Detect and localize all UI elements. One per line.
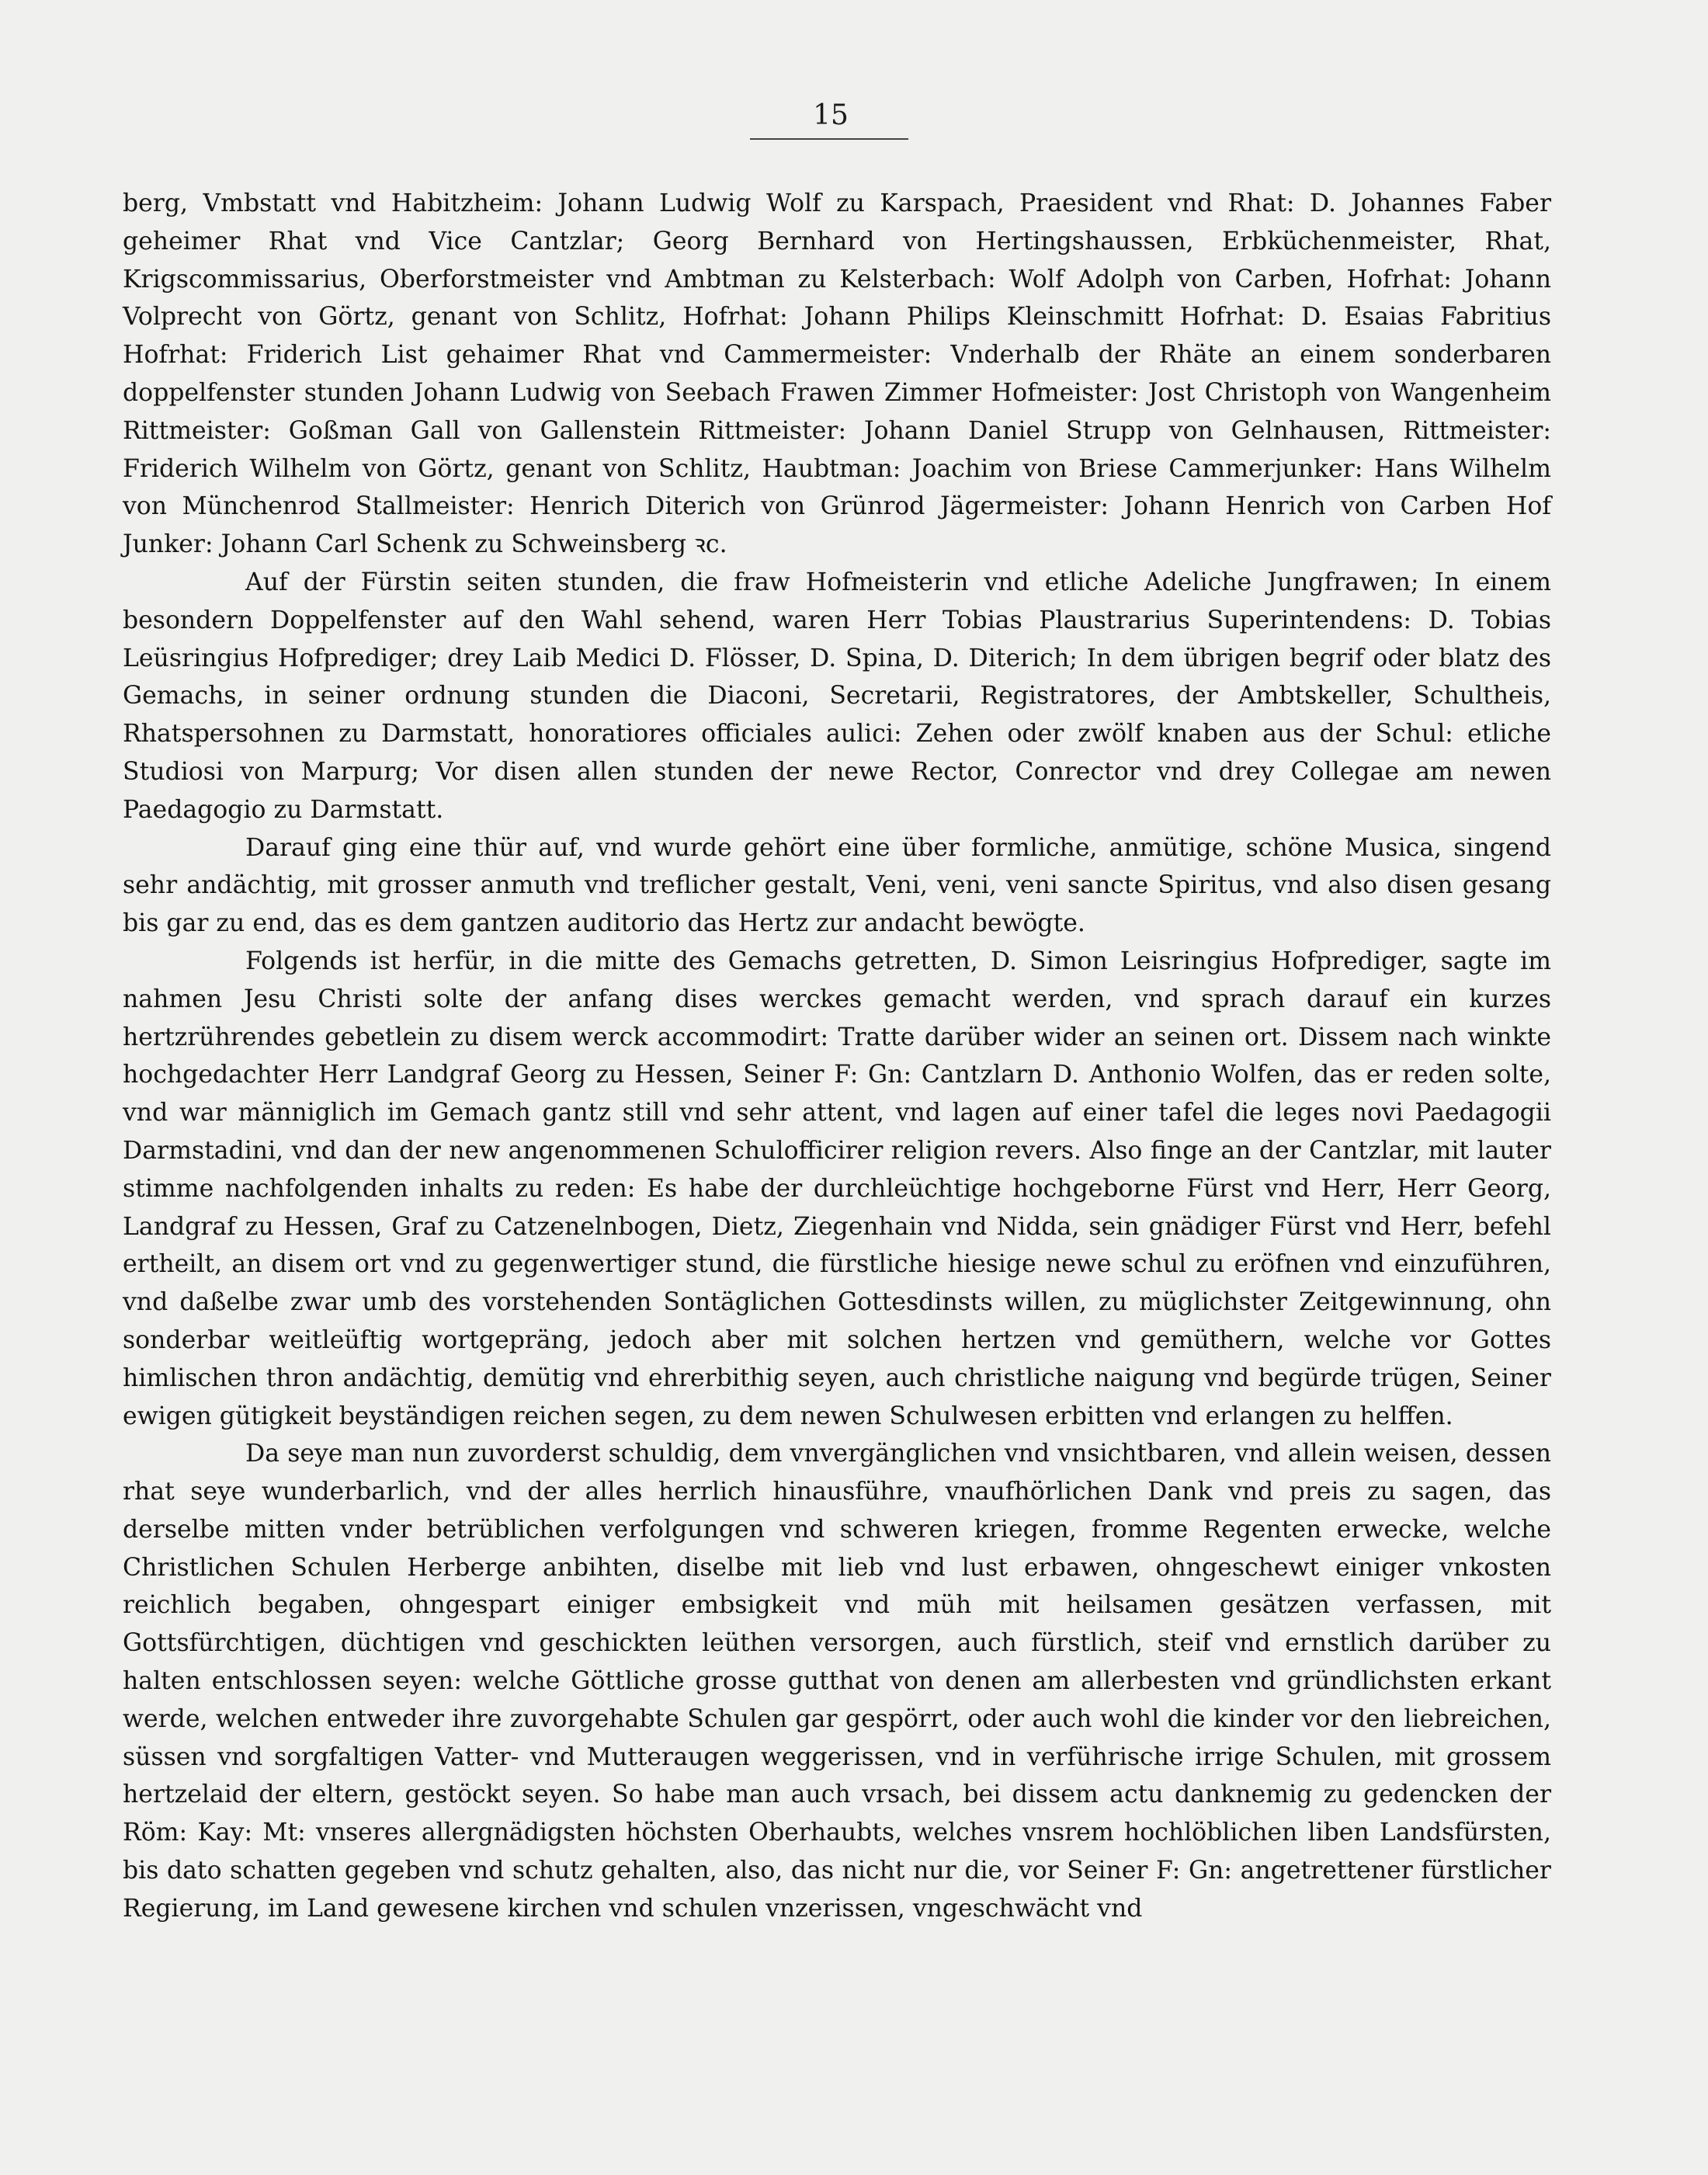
body-text: [123, 185, 1551, 1928]
paragraph: Darauf ging eine thür auf, vnd wurde gehört eine über formliche, anmütige, schöne Musica, singend sehr andächtig, mit grosser anmuth vnd treflicher gestalt, Veni, veni, veni sancte Spiritus, vnd also disen gesang bis gar zu end, das es dem gantzen auditorio das Hertz zur andacht bewögte.: [123, 833, 1551, 938]
header-rule: [750, 138, 908, 140]
paragraph: Auf der Fürstin seiten stunden, die fraw Hofmeisterin vnd etliche Adeliche Jungfrawen; In einem besondern Doppelfenster auf den Wahl sehend, waren Herr Tobias Plaustrarius Superintendens: D. Tobias Leüsringius Hofprediger; drey Laib Medici D. Flösser, D. Spina, D. Diterich; In dem übrigen begrif oder blatz des Gemachs, in seiner ordnung stunden die Diaconi, Secretarii, Registratores, der Ambtskeller, Schultheis, Rhatspersohnen zu Darmstatt, honoratiores officiales aulici: Zehen oder zwölf knaben aus der Schul: etliche Studiosi von Marpurg; Vor disen allen stunden der newe Rector, Conrector vnd drey Collegae am newen Paedagogio zu Darmstatt.: [123, 568, 1551, 824]
page-number: 15: [813, 99, 849, 131]
paragraph: berg, Vmbstatt vnd Habitzheim: Johann Ludwig Wolf zu Karspach, Praesident vnd Rhat: D. Johannes Faber geheimer Rhat vnd Vice Cantzlar; Georg Bernhard von Hertingshaussen, Erbküchenmeister, Rhat, Krigscommissarius, Oberforstmeister vnd Ambtman zu Kelsterbach: Wolf Adolph von Carben, Hofrhat: Johann Volprecht von Görtz, genant von Schlitz, Hofrhat: Johann Philips Kleinschmitt Hofrhat: D. Esaias Fabritius Hofrhat: Friderich List gehaimer Rhat vnd Cammermeister: Vnderhalb der Rhäte an einem sonderbaren doppelfenster stunden Johann Ludwig von Seebach Frawen Zimmer Hofmeister: Jost Christoph von Wangenheim Rittmeister: Goßman Gall von Gallenstein Rittmeister: Johann Daniel Strupp von Gelnhausen, Rittmeister: Friderich Wilhelm von Görtz, genant von Schlitz, Haubtman: Joachim von Briese Cammerjunker: Hans Wilhelm von Münchenrod Stallmeister: Henrich Diterich von Grünrod Jägermeister: Johann Henrich von Carben Hof Junker: Johann Carl Schenk zu Schweinsberg ꝛc.: [123, 189, 1551, 559]
paragraph: Da seye man nun zuvorderst schuldig, dem vnvergänglichen vnd vnsichtbaren, vnd allein weisen, dessen rhat seye wunderbarlich, vnd der alles herrlich hinausführe, vnaufhörlichen Dank vnd preis zu sagen, das derselbe mitten vnder betrüblichen verfolgungen vnd schweren kriegen, fromme Regenten erwecke, welche Christlichen Schulen Herberge anbihten, diselbe mit lieb vnd lust erbawen, ohngeschewt einiger vnkosten reichlich begaben, ohngespart einiger embsigkeit vnd müh mit heilsamen gesätzen verfassen, mit Gottsfürchtigen, düchtigen vnd geschickten leüthen versorgen, auch fürstlich, steif vnd ernstlich darüber zu halten entschlossen seyen: welche Göttliche grosse gutthat von denen am allerbesten vnd gründlichsten erkant werde, welchen entweder ihre zuvorgehabte Schulen gar gespörrt, oder auch wohl die kinder vor den liebreichen, süssen vnd sorgfaltigen Vatter- vnd Mutteraugen weggerissen, vnd in verführische irrige Schulen, mit grossem hertzelaid der eltern, gestöckt seyen. So habe man auch vrsach, bei dissem actu danknemig zu gedencken der Röm: Kay: Mt: vnseres allergnädigsten höchsten Oberhaubts, welches vnsrem hochlöblichen liben Landsfürsten, bis dato schatten gegeben vnd schutz gehalten, also, das nicht nur die, vor Seiner F: Gn: angetrettener fürstlicher Regierung, im Land gewesene kirchen vnd schulen vnzerissen, vngeschwächt vnd: [123, 1440, 1551, 1923]
paragraph: Folgends ist herfür, in die mitte des Gemachs getretten, D. Simon Leisringius Hofprediger, sagte im nahmen Jesu Christi solte der anfang dises werckes gemacht werden, vnd sprach darauf ein kurzes hertzrührendes gebetlein zu disem werck accommodirt: Tratte darüber wider an seinen ort. Dissem nach winkte hochgedachter Herr Landgraf Georg zu Hessen, Seiner F: Gn: Cantzlarn D. Anthonio Wolfen, das er reden solte, vnd war männiglich im Gemach gantz still vnd sehr attent, vnd lagen auf einer tafel die leges novi Paedagogii Darmstadini, vnd dan der new angenommenen Schulofficirer religion revers. Also finge an der Cantzlar, mit lauter stimme nachfolgenden inhalts zu reden: Es habe der durchleüchtige hochgeborne Fürst vnd Herr, Herr Georg, Landgraf zu Hessen, Graf zu Catzenelnbogen, Dietz, Ziegenhain vnd Nidda, sein gnädiger Fürst vnd Herr, befehl ertheilt, an disem ort vnd zu gegenwertiger stund, die fürstliche hiesige newe schul zu eröfnen vnd einzuführen, vnd daßelbe zwar umb des vorstehenden Sontäglichen Gottesdinsts willen, zu müglichster Zeitgewinnung, ohn sonderbar weitleüftig wortgepräng, jedoch aber mit solchen hertzen vnd gemüthern, welche vor Gottes himlischen thron andächtig, demütig vnd ehrerbithig seyen, auch christliche naigung vnd begürde trügen, Seiner ewigen gütigkeit beyständigen reichen segen, zu dem newen Schulwesen erbitten vnd erlangen zu helffen.: [123, 947, 1551, 1430]
